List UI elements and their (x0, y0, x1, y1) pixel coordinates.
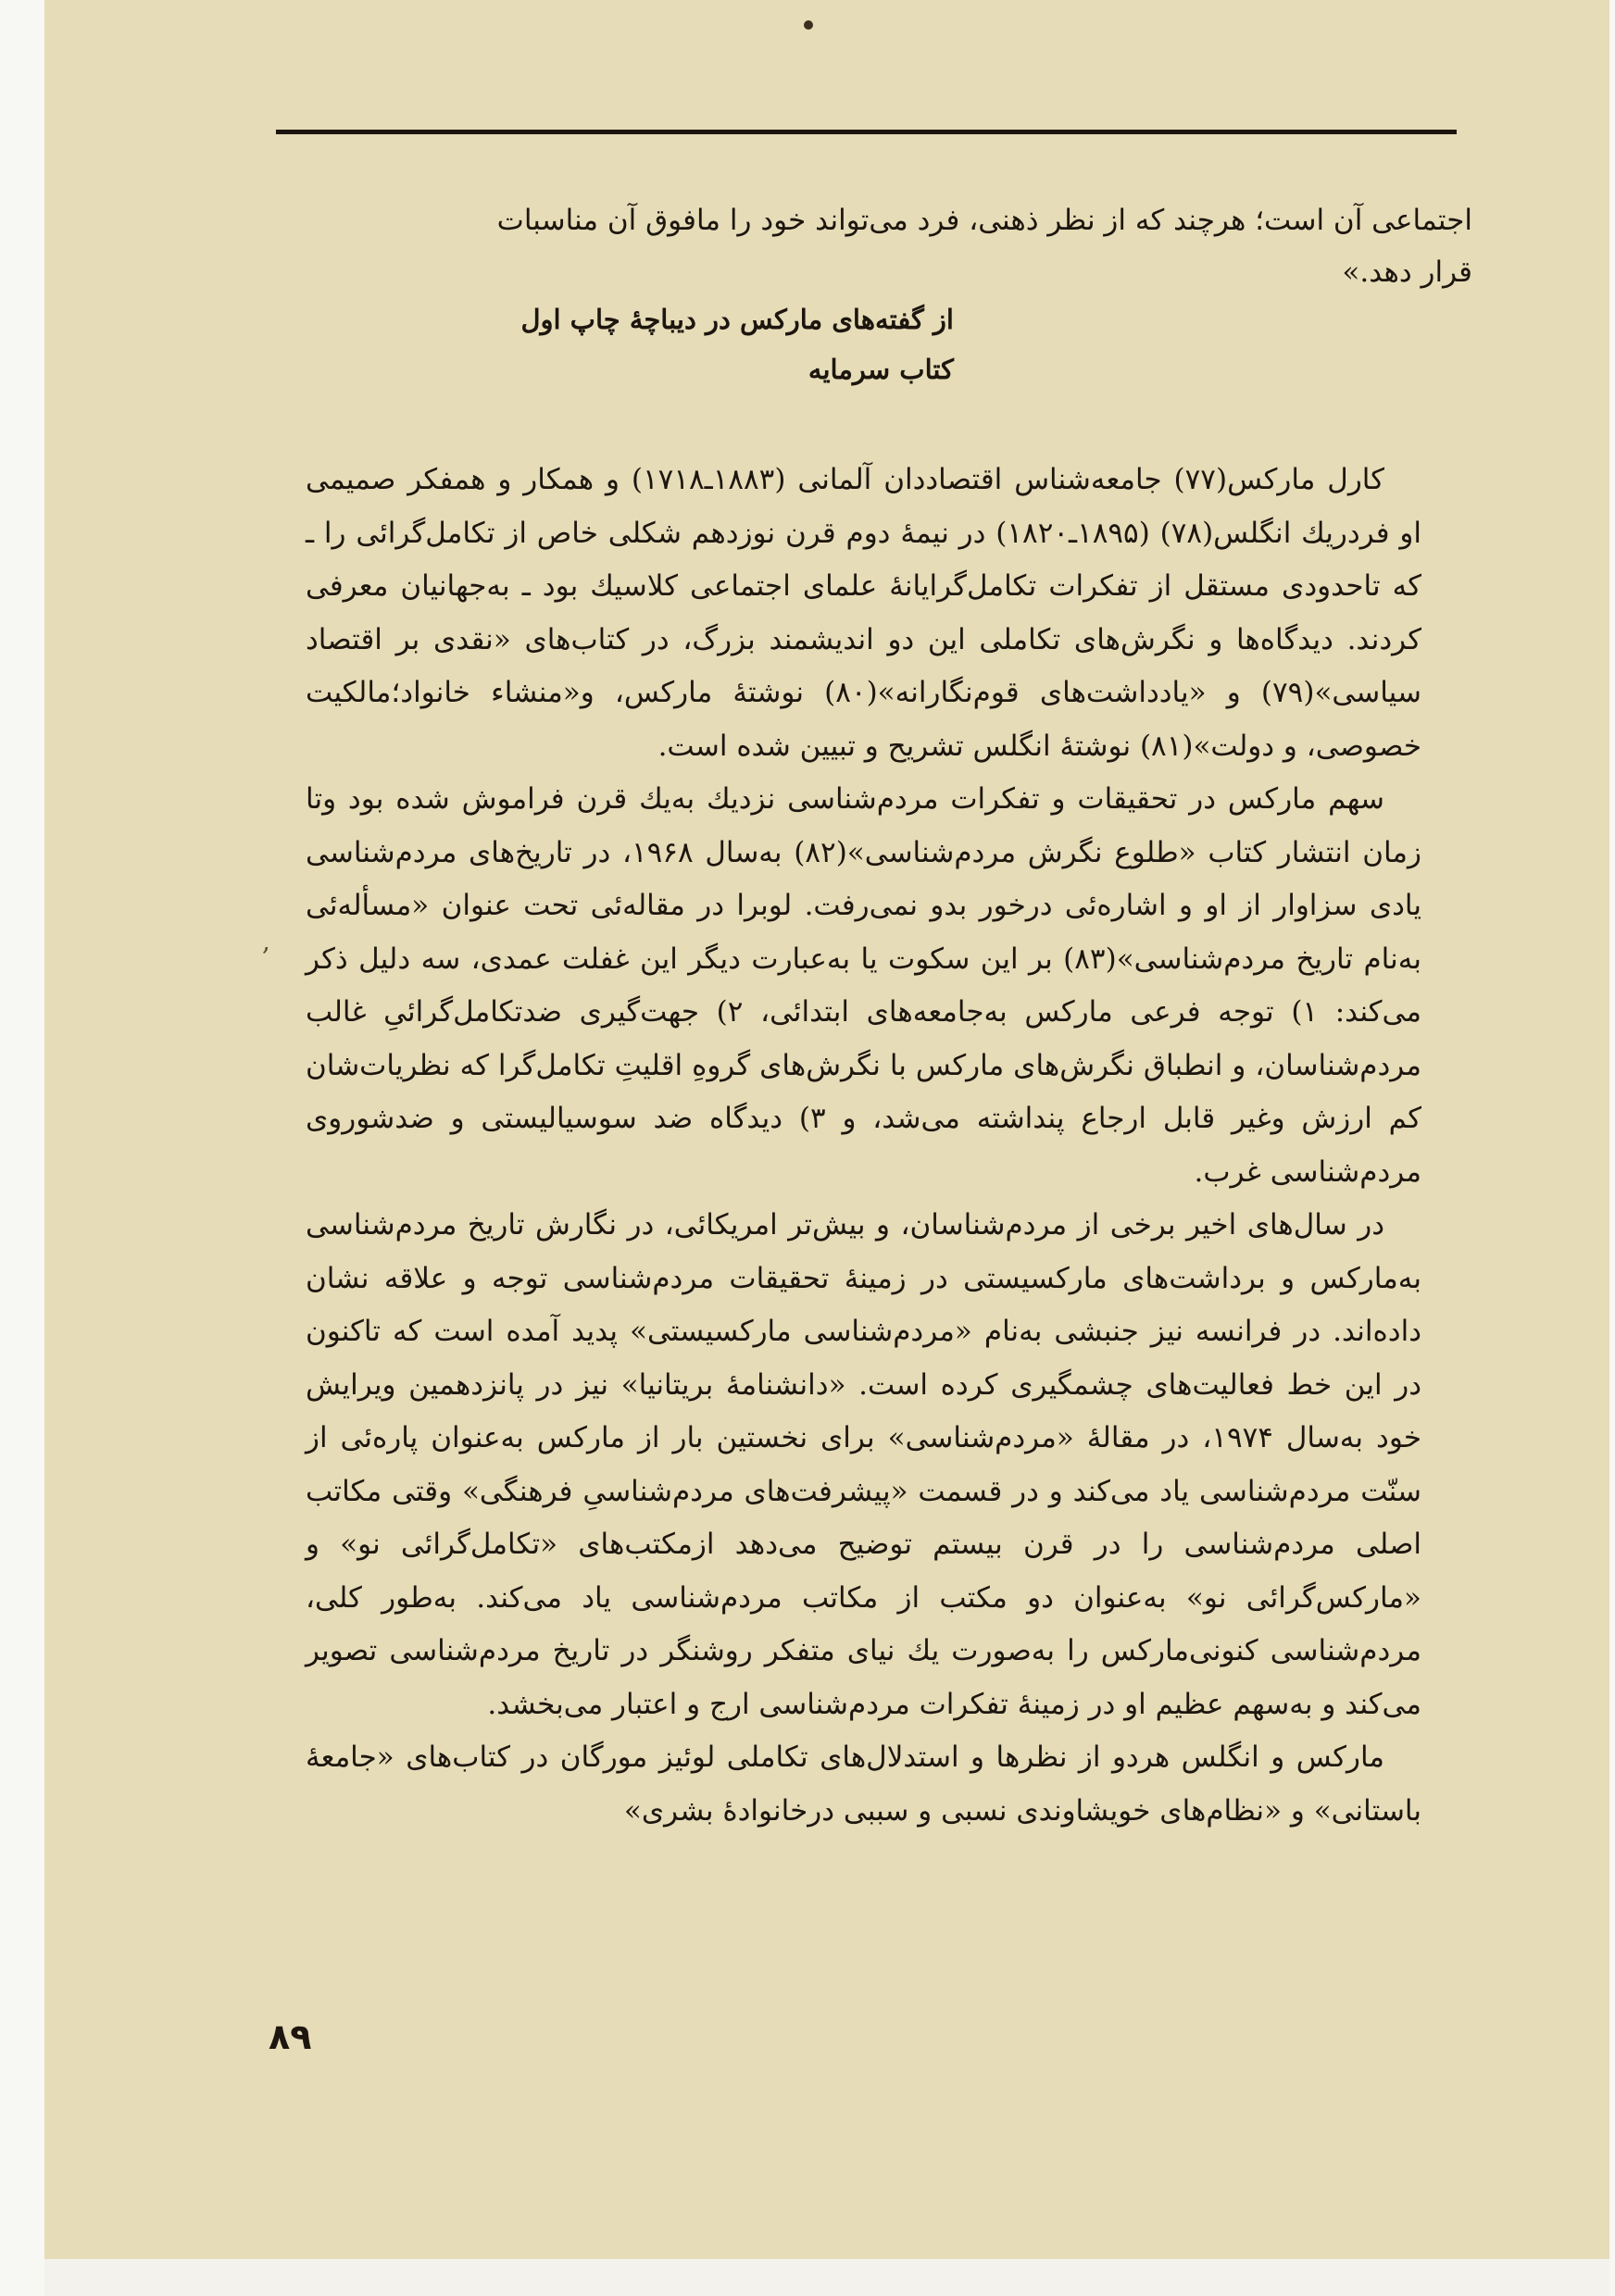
header-rule (276, 130, 1457, 134)
paragraph-2: سهم مارکس در تحقیقات و تفکرات مردم‌شناسی نزدیك به‌یك قرن فراموش شده بود وتا زمان انتشار کتاب «طلوع نگرش مردم‌شناسی»(۸۲) به‌سال ۱۹۶۸، در تاریخ‌های مردم‌شناسی یادی سزاوار از او و اشاره‌ئی درخور بدو نمی‌رفت. لوبرا در مقاله‌ئی تحت عنوان «مسأله‌ئی به‌نام تاریخ مردم‌شناسی»(۸۳) بر این سکوت یا به‌عبارت دیگر این غفلت عمدی، سه دلیل ذکر می‌کند: ۱) توجه فرعی مارکس به‌جامعه‌های ابتدائی، ۲) جهت‌گیری ضدتکامل‌گرائیِ غالب مردم‌شناسان، و انطباق نگرش‌های مارکس با نگرش‌های گروهِ اقلیتِ تکامل‌گرا که نظریات‌شان کم ارزش وغیر قابل ارجاع پنداشته می‌شد، و ۳) دیدگاه ضد سوسیالیستی و ضدشوروی مردم‌شناسی غرب. (306, 782, 1422, 1189)
quote-source (306, 294, 954, 394)
quote-tail (306, 194, 1472, 298)
page-bottom-edge (44, 2259, 1609, 2296)
paragraph-1: کارل مارکس(۷۷) جامعه‌شناس اقتصاددان آلمانی (۱۸۸۳ـ۱۷۱۸) و همکار و همفکر صمیمی او فردریك انگلس(۷۸) (۱۸۹۵ـ۱۸۲۰) در نیمهٔ دوم قرن نوزدهم شکلی خاص از تکامل‌گرائی را ـ که تاحدودی مستقل از تفکرات تکامل‌گرایانهٔ علمای اجتماعی کلاسیك بود ـ به‌جهانیان معرفی کردند. دیدگاه‌ها و نگرش‌های تکاملی این دو اندیشمند بزرگ، در کتاب‌های «نقدی بر اقتصاد سیاسی»(۷۹) و «یادداشت‌های قوم‌نگارانه»(۸۰) نوشتهٔ مارکس، و«منشاء خانواد؛مالکیت خصوصی، و دولت»(۸۱) نوشتهٔ انگلس تشریح و تبیین شده است. (306, 463, 1422, 763)
quote-tail-line1: اجتماعی آن است؛ هرچند که از نظر ذهنی، فرد می‌تواند خود را مافوق آن مناسبات (496, 204, 1472, 237)
margin-mark: , (262, 926, 270, 956)
quote-source-line1: از گفته‌های مارکس در دیباچهٔ چاپ اول (520, 304, 954, 335)
paragraph-3: در سال‌های اخیر برخی از مردم‌شناسان، و بیش‌تر امریکائی، در نگارش تاریخ مردم‌شناسی به‌مارکس و برداشت‌های مارکسیستی در زمینهٔ تحقیقات مردم‌شناسی توجه و علاقه نشان داده‌اند. در فرانسه نیز جنبشی به‌نام «مردم‌شناسی مارکسیستی» پدید آمده است که تاکنون در این خط فعالیت‌های چشمگیری کرده است. «دانشنامهٔ بریتانیا» نیز در پانزدهمین ویرایش خود به‌سال ۱۹۷۴، در مقالهٔ «مردم‌شناسی» برای نخستین بار از مارکس به‌عنوان پاره‌ئی از سنّت مردم‌شناسی یاد می‌کند و در قسمت «پیشرفت‌های مردم‌شناسیِ فرهنگی» وقتی مکاتب اصلی مردم‌شناسی را در قرن بیستم توضیح می‌دهد ازمکتب‌های «تکامل‌گرائی نو» و «مارکس‌گرائی نو» به‌عنوان دو مکتب از مکاتب مردم‌شناسی یاد می‌کند. به‌طور کلی، مردم‌شناسی کنونی‌‌مارکس را به‌صورت یك نیای متفکر روشنگر در تاریخ مردم‌شناسی تصویر می‌کند و به‌سهم عظیم او در زمینهٔ تفکرات مردم‌شناسی ارج و اعتبار می‌بخشد. (306, 1208, 1421, 1721)
quote-tail-line2: قرار دهد.» (1342, 256, 1472, 289)
paragraph-4: مارکس و انگلس هردو از نظرها و استدلال‌های تکاملی لوئیز مورگان در کتاب‌های «جامعهٔ باستانی» و «نظام‌های خویشاوندی نسبی و سببی درخانوادهٔ بشری» (306, 1741, 1421, 1828)
body-text (306, 454, 1421, 1838)
quote-source-line2: کتاب سرمایه (808, 354, 954, 385)
ink-dot (804, 20, 813, 30)
page-number: ۸۹ (269, 2016, 312, 2057)
